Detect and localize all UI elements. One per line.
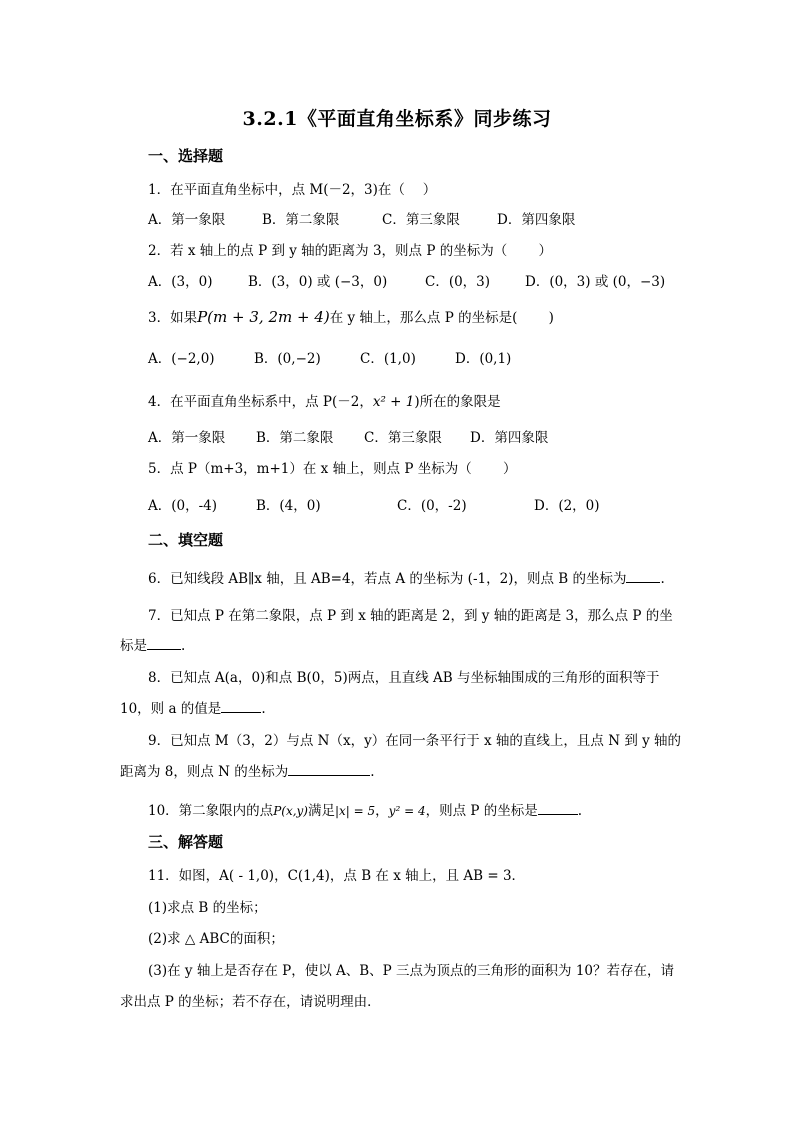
section-choice-heading: 一、选择题 xyxy=(148,147,224,165)
q5-option-b: B．(4，0) xyxy=(256,498,321,514)
q4-stem-end: )所在的象限是 xyxy=(414,394,501,410)
q5-option-c: C．(0，-2) xyxy=(397,498,467,514)
question-7-line2 xyxy=(120,634,185,654)
q3-point-expression: P(m + 3, 2m + 4) xyxy=(197,308,330,326)
q1-option-d: D．第四象限 xyxy=(497,212,576,228)
q4-option-d: D．第四象限 xyxy=(470,430,549,446)
q2-option-d: D．(0，3) 或 (0，−3) xyxy=(525,274,666,290)
question-2-stem: 2．若 x 轴上的点 P 到 y 轴的距离为 3，则点 P 的坐标为（ ） xyxy=(148,243,552,259)
question-8-line1: 8．已知点 A(a，0)和点 B(0，5)两点，且直线 AB 与坐标轴围成的三角形的面积等于 xyxy=(148,670,660,686)
q3-option-b: B．(0,−2) xyxy=(254,351,321,367)
q10-text-a: 10．第二象限内的点 xyxy=(148,803,274,819)
q9-end: . xyxy=(370,764,375,780)
q4-expression: x² + 1 xyxy=(372,394,415,410)
q10-answer-blank xyxy=(538,800,578,815)
q10-point: P(x,y) xyxy=(273,804,308,818)
q4-option-b: B．第二象限 xyxy=(256,430,334,446)
q6-end: . xyxy=(660,571,665,587)
question-9-line2 xyxy=(120,760,375,780)
q10-abs-expression: |x| = 5 xyxy=(335,804,376,818)
question-9-line1: 9．已知点 M（3，2）与点 N（x，y）在同一条平行于 x 轴的直线上，且点 N 到 y 轴的 xyxy=(148,733,682,749)
q7-answer-blank xyxy=(147,635,181,650)
section-answer-heading: 三、解答题 xyxy=(148,833,224,851)
q10-text-c: ， xyxy=(375,803,389,819)
q2-option-c: C．(0，3) xyxy=(425,274,491,290)
question-8-line2 xyxy=(120,697,266,717)
question-4-stem xyxy=(148,390,501,410)
question-11-part3-line2: 求出点 P 的坐标；若不存在，请说明理由． xyxy=(120,994,381,1010)
q6-answer-blank xyxy=(626,568,660,583)
question-11-part1: (1)求点 B 的坐标； xyxy=(148,900,267,916)
q8-line2-text: 10，则 a 的值是 xyxy=(120,701,222,717)
q10-square-expression: y² = 4 xyxy=(388,804,426,818)
question-3-stem xyxy=(148,306,554,326)
q2-option-b: B．(3，0) 或 (−3，0) xyxy=(248,274,388,290)
q8-end: . xyxy=(261,701,266,717)
section-fill-heading: 二、填空题 xyxy=(148,531,224,549)
question-5-stem: 5．点 P（m+3，m+1）在 x 轴上，则点 P 坐标为（ ） xyxy=(148,461,517,477)
q7-end: . xyxy=(181,638,186,654)
q9-answer-blank xyxy=(288,761,370,776)
q4-option-a: A．第一象限 xyxy=(148,430,226,446)
q9-line2-text: 距离为 8，则点 N 的坐标为 xyxy=(120,764,289,780)
question-1-stem: 1．在平面直角坐标中，点 M(－2，3)在（ ） xyxy=(148,182,437,198)
q3-stem-end: 在 y 轴上，那么点 P 的坐标是( ) xyxy=(329,310,554,326)
q10-text-d: ，则点 P 的坐标是 xyxy=(425,803,538,819)
question-11-part2: (2)求 △ ABC的面积； xyxy=(148,931,284,947)
q5-option-d: D．(2，0) xyxy=(534,498,600,514)
q1-option-b: B．第二象限 xyxy=(262,212,340,228)
q3-option-d: D．(0,1) xyxy=(455,351,512,367)
q7-line2-text: 标是 xyxy=(120,638,147,654)
q5-option-a: A．(0，-4) xyxy=(148,498,218,514)
q2-option-a: A．(3，0) xyxy=(148,274,213,290)
question-6 xyxy=(148,567,665,587)
q3-option-c: C．(1,0) xyxy=(360,351,416,367)
question-7-line1: 7．已知点 P 在第二象限，点 P 到 x 轴的距离是 2，到 y 轴的距离是 3，那么点 P 的坐 xyxy=(148,608,673,624)
q8-answer-blank xyxy=(221,698,261,713)
question-11-stem: 11．如图，A( - 1,0)，C(1,4)，点 B 在 x 轴上，且 AB = 3． xyxy=(148,868,526,884)
question-11-part3-line1: (3)在 y 轴上是否存在 P，使以 A、B、P 三点为顶点的三角形的面积为 10？若存在，请 xyxy=(148,963,675,979)
q6-stem: 6．已知线段 AB∥x 轴，且 AB=4，若点 A 的坐标为 (-1，2)，则点 B 的坐标为 xyxy=(148,571,627,587)
q10-end: . xyxy=(577,803,583,819)
question-10 xyxy=(148,799,582,819)
q3-stem-start: 3．如果 xyxy=(148,310,198,326)
q4-option-c: C．第三象限 xyxy=(364,430,442,446)
q1-option-c: C．第三象限 xyxy=(382,212,460,228)
page-title: 3.2.1《平面直角坐标系》同步练习 xyxy=(242,108,552,130)
q4-stem-start: 4．在平面直角坐标系中，点 P(－2， xyxy=(148,394,373,410)
q3-option-a: A．(−2,0) xyxy=(148,351,215,367)
q1-option-a: A．第一象限 xyxy=(148,212,226,228)
q10-text-b: 满足 xyxy=(308,803,335,819)
